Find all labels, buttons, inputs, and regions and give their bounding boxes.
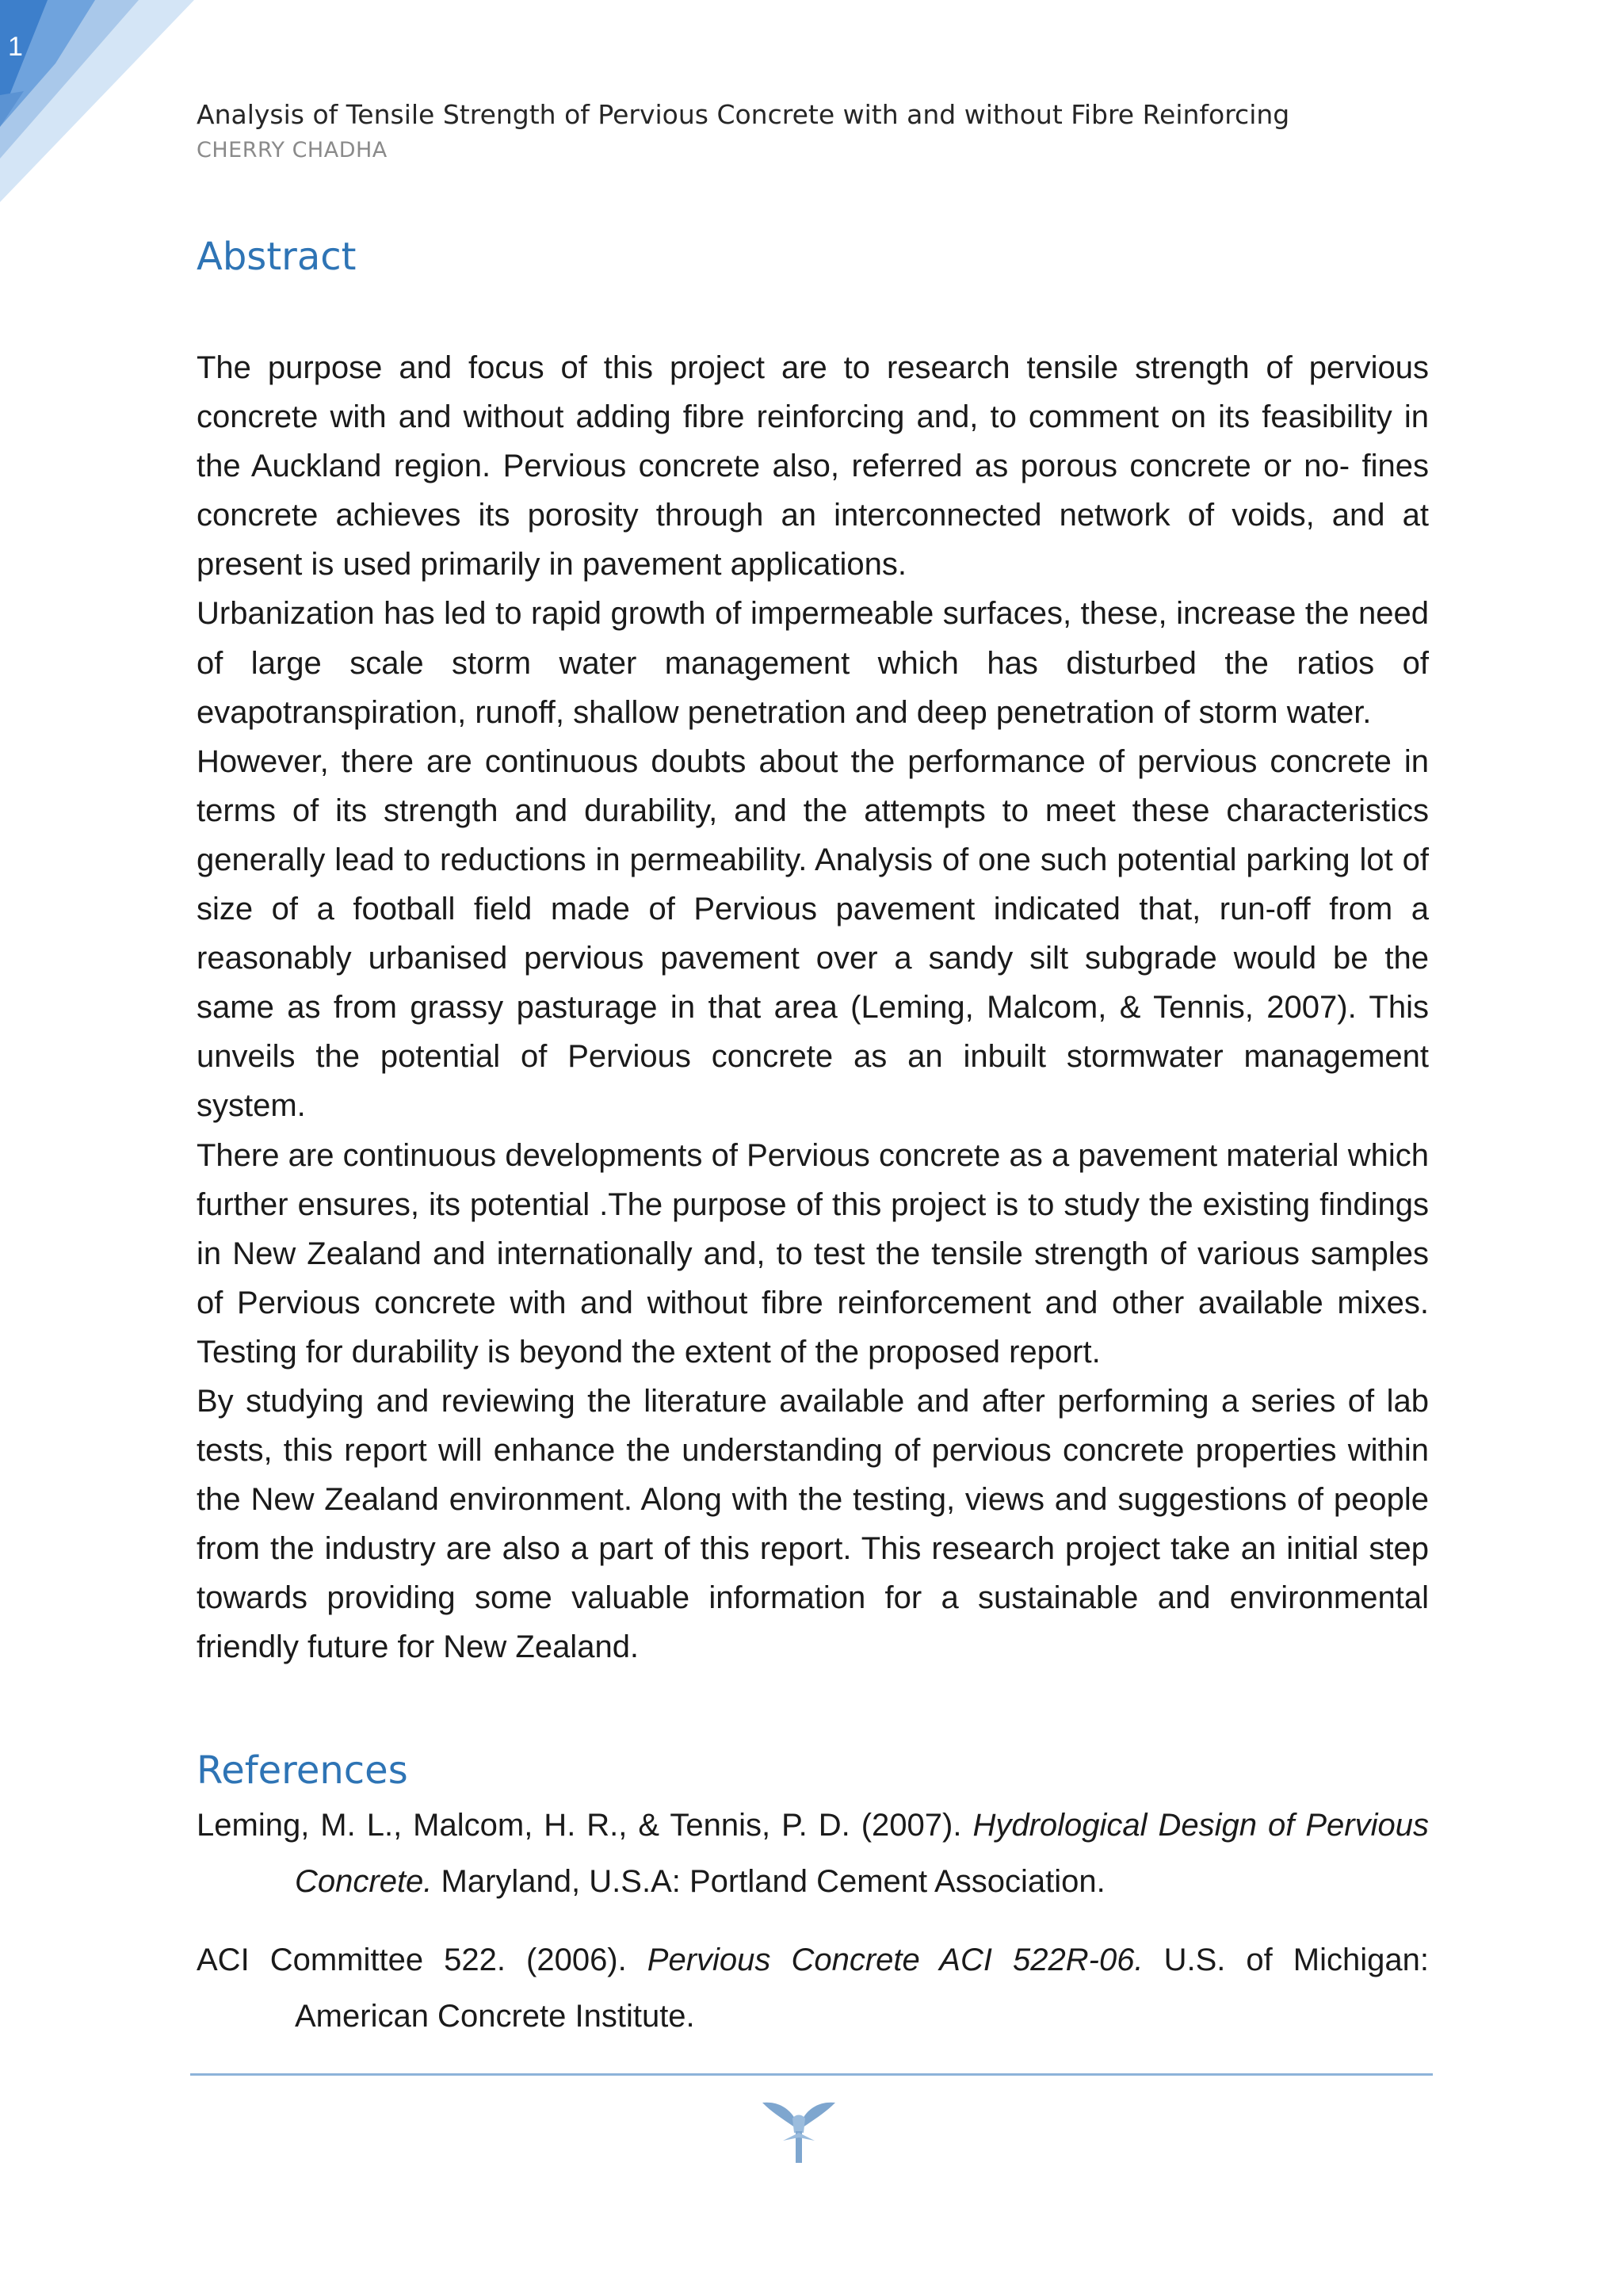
reference-item	[197, 1797, 1429, 1910]
document-author: CHERRY CHADHA	[197, 138, 388, 162]
reference-publisher: Maryland, U.S.A: Portland Cement Association.	[432, 1864, 1106, 1899]
reference-title: Hydrological Design of Pervious Concrete.	[295, 1808, 1430, 1899]
abstract-paragraph: The purpose and focus of this project are to research tensile strength of pervious concrete with and without adding fibre reinforcing and, to comment on its feasibility in the Auckland region. Pervious concrete also, referred as porous concrete or no- fines concrete achieves its porosity through an interconnected network of voids, and at present is used primarily in pavement applications.	[197, 350, 1429, 583]
abstract-body	[197, 343, 1429, 1672]
reference-publisher: U.S. of Michigan: American Concrete Institute.	[295, 1943, 1430, 2034]
reference-authors: Leming, M. L., Malcom, H. R., & Tennis, P. D. (2007).	[197, 1808, 973, 1843]
reference-title: Pervious Concrete ACI 522R-06.	[647, 1943, 1144, 1977]
abstract-paragraph: However, there are continuous doubts about the performance of pervious concrete in terms of its strength and durability, and the attempts to meet these characteristics generally lead to reductions in permeability. Analysis of one such potential parking lot of size of a football field made of Pervious pavement indicated that, run-off from a reasonably urbanised pervious pavement over a sandy silt subgrade would be the same as from grassy pasturage in that area (Leming, Malcom, & Tennis, 2007). This unveils the potential of Pervious concrete as an inbuilt stormwater management system.	[197, 743, 1429, 1124]
reference-list	[197, 1797, 1429, 2067]
abstract-paragraph: By studying and reviewing the literature available and after performing a series of lab tests, this report will enhance the understanding of pervious concrete properties within the New Zealand environment. Along with the testing, views and suggestions of people from the industry are also a part of this report. This research project take an initial step towards providing some valuable information for a sustainable and environmental friendly future for New Zealand.	[197, 1383, 1429, 1665]
reference-authors: ACI Committee 522. (2006).	[197, 1943, 647, 1977]
running-header	[197, 95, 1433, 166]
reference-item	[197, 1932, 1429, 2045]
abstract-paragraph: Urbanization has led to rapid growth of impermeable surfaces, these, increase the need of large scale storm water management which has disturbed the ratios of evapotranspiration, runoff, shallow penetration and deep penetration of storm water.	[197, 596, 1429, 730]
abstract-paragraph: There are continuous developments of Pervious concrete as a pavement material which further ensures, its potential .The purpose of this project is to study the existing findings in New Zealand and internationally and, to test the tensile strength of various samples of Pervious concrete with and without fibre reinforcement and other available mixes. Testing for durability is beyond the extent of the proposed report.	[197, 1137, 1429, 1370]
references-heading: References	[197, 1748, 408, 1793]
page-number: 1	[8, 32, 23, 62]
footer-rule	[190, 2073, 1433, 2076]
footer-logo-icon	[761, 2096, 837, 2168]
abstract-heading: Abstract	[197, 235, 357, 279]
document-title: Analysis of Tensile Strength of Pervious Concrete with and without Fibre Reinforcing	[197, 99, 1290, 130]
